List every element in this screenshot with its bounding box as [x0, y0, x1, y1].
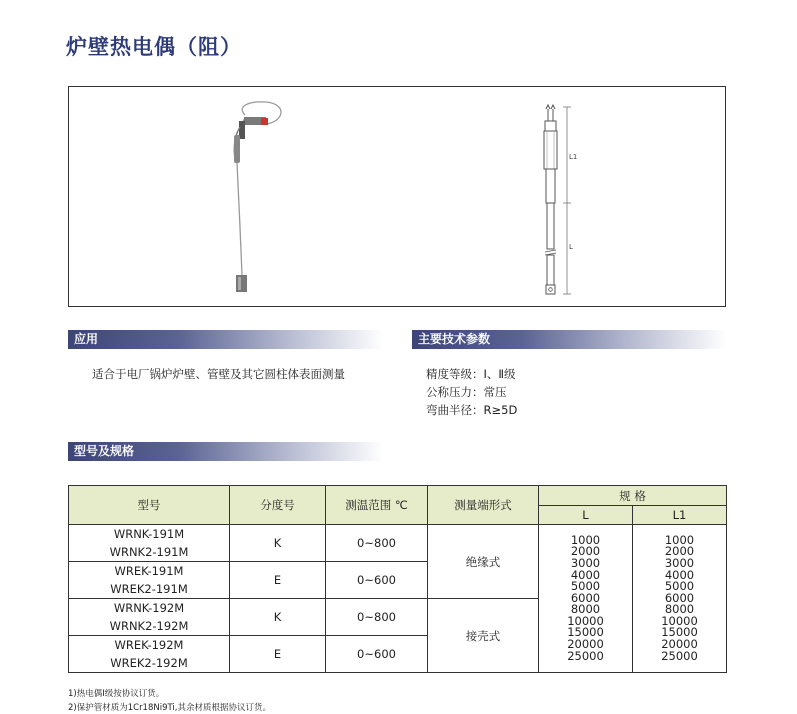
spec-l-list: [539, 525, 633, 673]
header-l: L: [539, 506, 633, 525]
model-cell: [69, 599, 230, 636]
spec-l1-value: 25000: [661, 648, 698, 663]
spec-l-value: 20000: [567, 637, 604, 652]
model-name: WRNK-192M: [113, 601, 185, 615]
spec-table: [68, 485, 727, 673]
spec-l-value: 15000: [567, 625, 604, 640]
model-cell: [69, 562, 230, 599]
spec-l-value: 10000: [567, 613, 604, 628]
page-title: 炉壁热电偶（阻）: [66, 35, 242, 59]
spec-l1-value: 1000: [664, 532, 695, 547]
model-name: WREK2-191M: [110, 582, 188, 596]
header-l1: L1: [633, 506, 727, 525]
header-spec: 规 格: [539, 486, 727, 506]
graduation-cell: K: [230, 599, 326, 636]
model-name: WRNK2-192M: [109, 619, 189, 633]
spec-l-value: 1000: [570, 532, 601, 547]
param-accuracy: 精度等级：Ⅰ、Ⅱ级: [426, 367, 516, 381]
model-cell: [69, 636, 230, 673]
thermocouple-photo: [234, 102, 281, 292]
model-cell: [69, 525, 230, 562]
dimension-drawing: [544, 105, 577, 294]
spec-l-value: 6000: [570, 590, 601, 605]
spec-l1-value: 6000: [664, 590, 695, 605]
spec-l1-value: 3000: [664, 555, 695, 570]
spec-l1-value: 20000: [661, 637, 698, 652]
spec-l-value: 5000: [570, 579, 601, 594]
spec-l1-value: 8000: [664, 602, 695, 617]
model-name: WREK2-192M: [110, 656, 188, 670]
table-row: [69, 525, 727, 562]
model-name: WREK-191M: [114, 564, 184, 578]
footnote: 1)热电偶I级按协议订货。: [68, 689, 165, 699]
application-text: 适合于电厂锅炉炉壁、管壁及其它圆柱体表面测量: [92, 367, 345, 381]
header-model: 型号: [69, 486, 230, 525]
spec-l1-list: [633, 525, 727, 673]
product-illustration: [69, 87, 727, 308]
spec-l1-value: 10000: [661, 613, 698, 628]
terminal-cell-grounded: 接壳式: [428, 599, 539, 673]
spec-l1-value: 4000: [664, 567, 695, 582]
section-header-application: 应用: [68, 330, 383, 349]
spec-l1-value: 5000: [664, 579, 695, 594]
spec-l-value: 2000: [570, 544, 601, 559]
product-image-panel: [68, 86, 726, 307]
footnote: 2)保护管材质为1Cr18Ni9Ti,其余材质根据协议订货。: [68, 703, 272, 713]
header-terminal: 测量端形式: [428, 486, 539, 525]
section-header-params: 主要技术参数: [412, 330, 726, 349]
graduation-cell: E: [230, 636, 326, 673]
spec-l-value: 4000: [570, 567, 601, 582]
header-graduation: 分度号: [230, 486, 326, 525]
param-pressure: 公称压力：常压: [426, 385, 507, 399]
range-cell: 0~600: [326, 562, 428, 599]
range-cell: 0~800: [326, 525, 428, 562]
section-header-models: 型号及规格: [68, 442, 383, 461]
spec-l-value: 25000: [567, 648, 604, 663]
param-bend-radius: 弯曲半径：R≥5D: [426, 403, 518, 417]
dimension-label-l: L: [569, 243, 573, 251]
dimension-label-l1: L1: [569, 153, 578, 161]
range-cell: 0~800: [326, 599, 428, 636]
spec-l-value: 8000: [570, 602, 601, 617]
spec-l1-value: 2000: [664, 544, 695, 559]
model-name: WRNK-191M: [113, 527, 185, 541]
spec-l-value: 3000: [570, 555, 601, 570]
model-name: WRNK2-191M: [109, 545, 189, 559]
terminal-cell-insulated: 绝缘式: [428, 525, 539, 599]
model-name: WREK-192M: [114, 638, 184, 652]
header-range: 测温范围 ℃: [326, 486, 428, 525]
range-cell: 0~600: [326, 636, 428, 673]
spec-l1-value: 15000: [661, 625, 698, 640]
graduation-cell: E: [230, 562, 326, 599]
graduation-cell: K: [230, 525, 326, 562]
